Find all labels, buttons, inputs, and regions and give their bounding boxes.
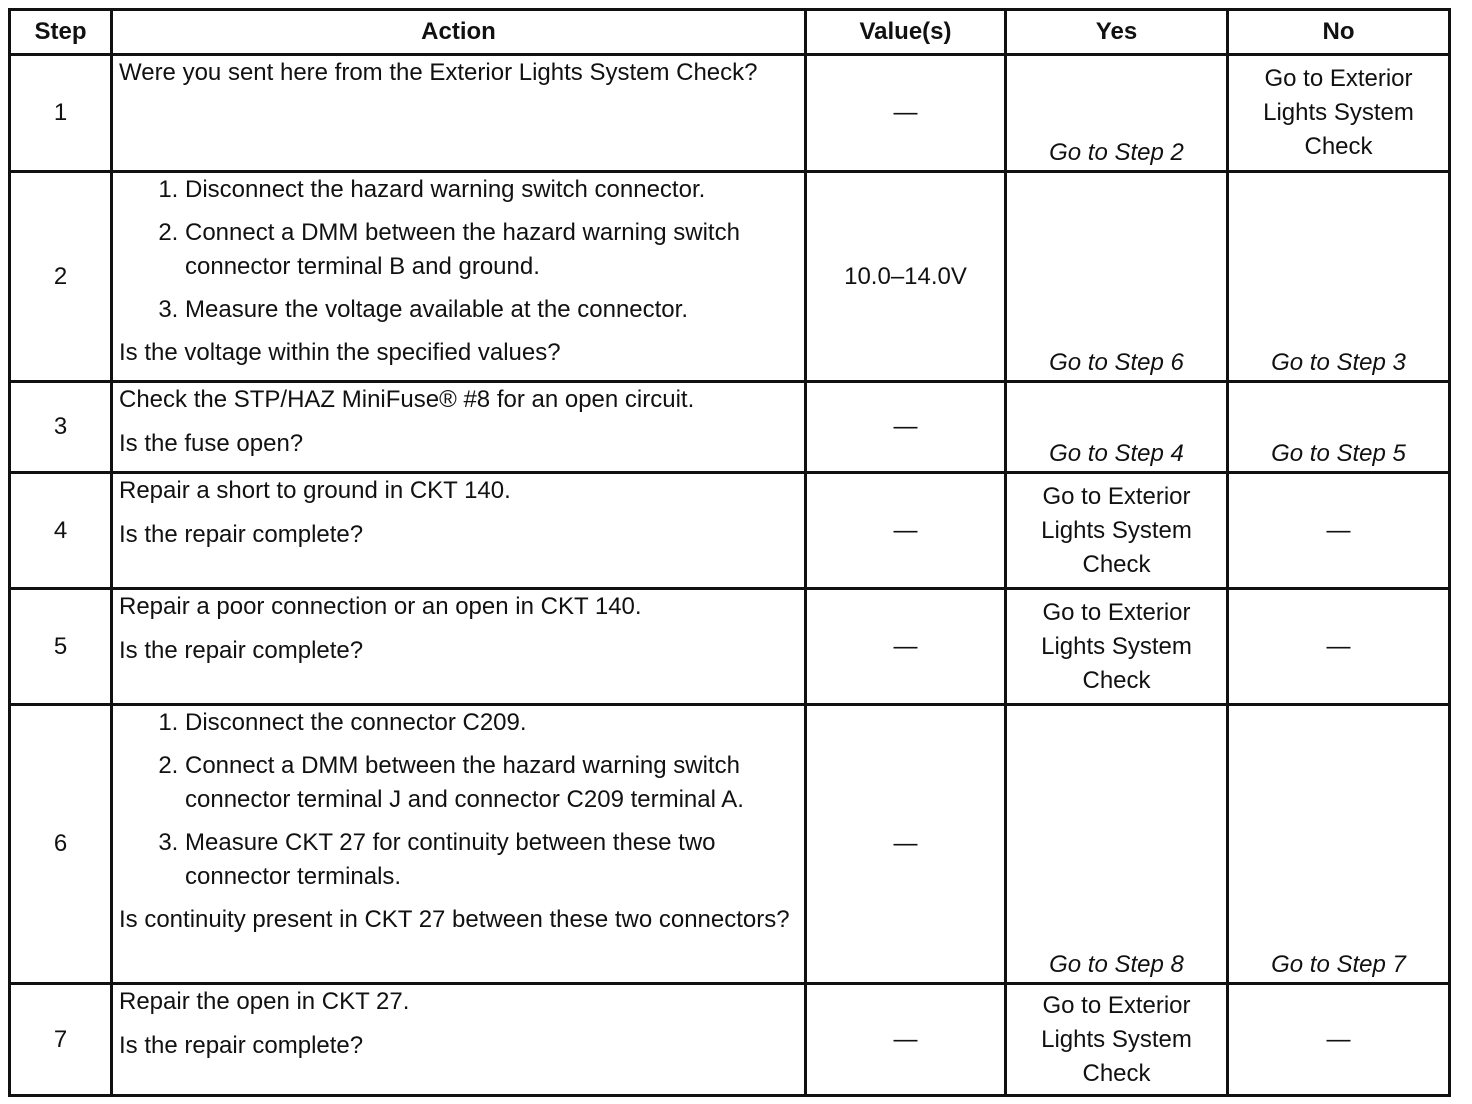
table-row (10, 589, 1450, 705)
no-cell: — (1228, 984, 1450, 1096)
step-number: 2 (10, 172, 112, 382)
header-no: No (1228, 10, 1450, 55)
yes-cell: Go to Step 8 (1006, 705, 1228, 984)
action-instruction: Check the STP/HAZ MiniFuse® #8 for an open circuit. (119, 386, 695, 413)
substep-item: 3. Measure CKT 27 for continuity between these two connector terminals. (185, 826, 798, 894)
value-cell: 10.0–14.0V (806, 172, 1006, 382)
substep-item: 2. Connect a DMM between the hazard warning switch connector terminal B and ground. (185, 216, 798, 284)
value-cell: — (806, 705, 1006, 984)
table-row (10, 473, 1450, 589)
value-cell: — (806, 382, 1006, 473)
action-instruction: Repair a poor connection or an open in CKT 140. (119, 593, 642, 620)
value-cell: — (806, 473, 1006, 589)
header-action: Action (112, 10, 806, 55)
action-cell (112, 382, 806, 473)
substep-item: 3. Measure the voltage available at the connector. (185, 293, 798, 327)
header-yes: Yes (1006, 10, 1228, 55)
no-cell: Go to Step 3 (1228, 172, 1450, 382)
action-cell (112, 705, 806, 984)
action-question: Were you sent here from the Exterior Lights System Check? (119, 59, 758, 86)
table-row (10, 984, 1450, 1096)
yes-cell: Go to Exterior Lights System Check (1006, 589, 1228, 705)
value-cell: — (806, 55, 1006, 172)
substep-list (119, 706, 798, 894)
action-cell (112, 984, 806, 1096)
action-question: Is the repair complete? (119, 637, 364, 664)
no-cell: Go to Exterior Lights System Check (1228, 55, 1450, 172)
step-number: 4 (10, 473, 112, 589)
no-cell: Go to Step 5 (1228, 382, 1450, 473)
substep-item: 1. Disconnect the connector C209. (185, 706, 798, 740)
action-instruction: Repair the open in CKT 27. (119, 988, 410, 1015)
no-cell: — (1228, 589, 1450, 705)
yes-cell: Go to Step 4 (1006, 382, 1228, 473)
header-values: Value(s) (806, 10, 1006, 55)
action-cell (112, 55, 806, 172)
substep-item: 2. Connect a DMM between the hazard warning switch connector terminal J and connector C209 terminal A. (185, 749, 798, 817)
action-question: Is continuity present in CKT 27 between these two connectors? (119, 906, 790, 933)
action-question: Is the fuse open? (119, 430, 304, 457)
step-number: 1 (10, 55, 112, 172)
substep-list (119, 173, 798, 327)
table-row (10, 172, 1450, 382)
step-number: 7 (10, 984, 112, 1096)
table-row (10, 705, 1450, 984)
diagnostic-table (8, 8, 1451, 1097)
yes-cell: Go to Step 2 (1006, 55, 1228, 172)
table-row (10, 55, 1450, 172)
value-cell: — (806, 984, 1006, 1096)
action-cell (112, 473, 806, 589)
header-step: Step (10, 10, 112, 55)
yes-cell: Go to Step 6 (1006, 172, 1228, 382)
action-question: Is the voltage within the specified values? (119, 339, 561, 366)
diagnostic-table-sheet (8, 8, 1448, 1097)
action-cell (112, 172, 806, 382)
value-cell: — (806, 589, 1006, 705)
yes-cell: Go to Exterior Lights System Check (1006, 984, 1228, 1096)
no-cell: — (1228, 473, 1450, 589)
step-number: 5 (10, 589, 112, 705)
header-row (10, 10, 1450, 55)
substep-item: 1. Disconnect the hazard warning switch connector. (185, 173, 798, 207)
yes-cell: Go to Exterior Lights System Check (1006, 473, 1228, 589)
action-question: Is the repair complete? (119, 521, 364, 548)
table-row (10, 382, 1450, 473)
step-number: 6 (10, 705, 112, 984)
no-cell: Go to Step 7 (1228, 705, 1450, 984)
step-number: 3 (10, 382, 112, 473)
action-question: Is the repair complete? (119, 1032, 364, 1059)
action-instruction: Repair a short to ground in CKT 140. (119, 477, 511, 504)
action-cell (112, 589, 806, 705)
